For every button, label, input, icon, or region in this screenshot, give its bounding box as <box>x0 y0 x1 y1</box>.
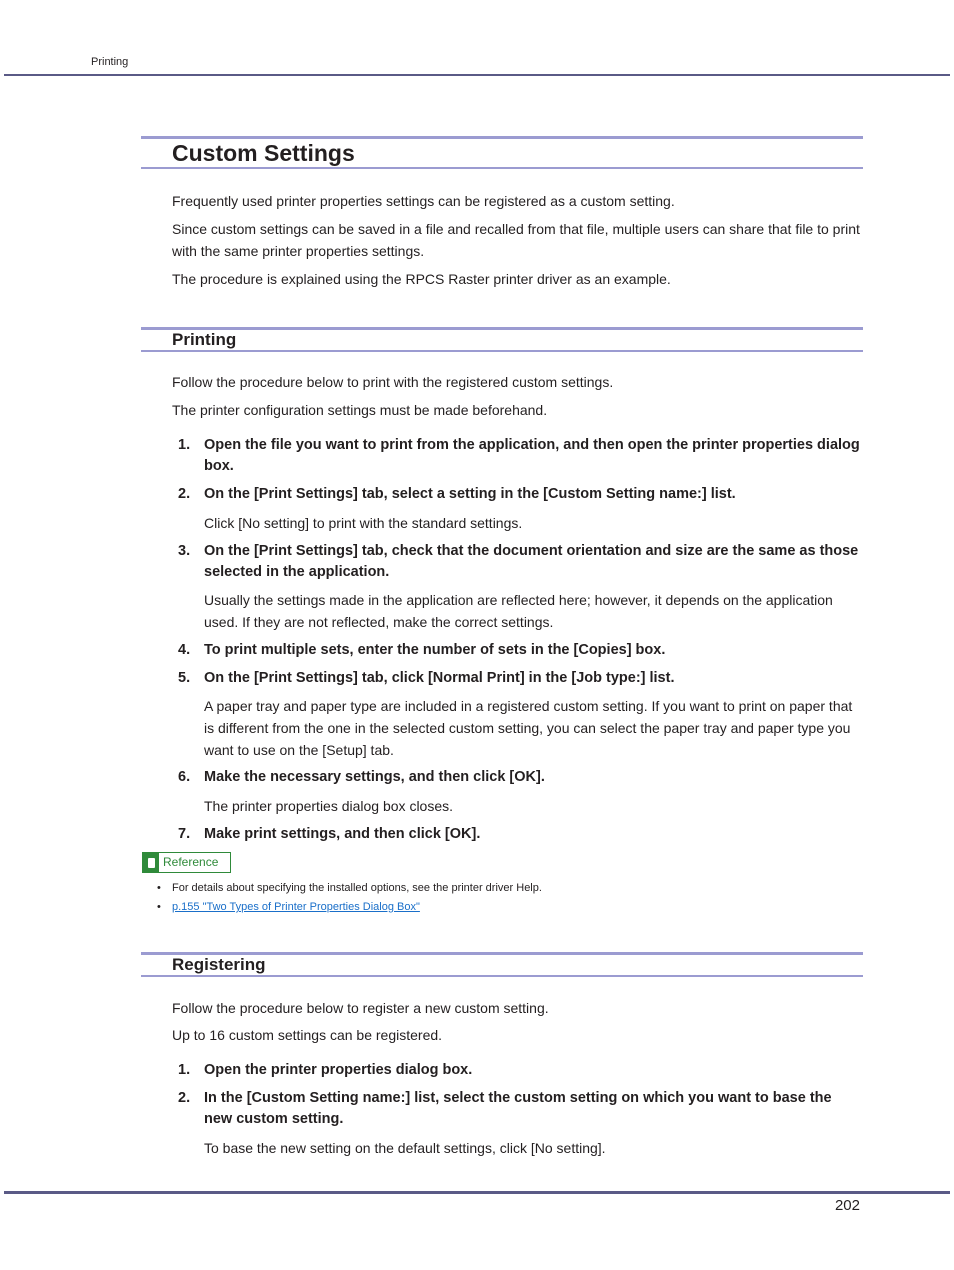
printing-step-5-note: A paper tray and paper type are included in a registered custom setting. If you want to print on paper that is different from the one in the selected custom setting, you can select the paper tray and paper type you want to use on the [Setup] tab. <box>204 698 853 758</box>
printing-intro-1: Follow the procedure below to print with the registered custom settings. <box>172 374 614 390</box>
printing-step-3-note: Usually the settings made in the application are reflected here; however, it depends on the application used. If they are not reflected, make the correct settings. <box>204 592 833 630</box>
reference-item-text: For details about specifying the installed options, see the printer driver Help. <box>172 882 542 894</box>
printing-step-6-note: The printer properties dialog box closes. <box>204 798 454 814</box>
intro-paragraph-1: Frequently used printer properties settings can be registered as a custom setting. <box>172 193 675 209</box>
step-number: 2. <box>178 1090 191 1106</box>
reference-link[interactable]: p.155 "Two Types of Printer Properties Dialog Box" <box>172 901 420 913</box>
registering-step-2 <box>172 1088 862 1130</box>
registering-intro-1: Follow the procedure below to register a new custom setting. <box>172 1000 549 1016</box>
step-number: 5. <box>178 670 191 686</box>
registering-step-2-note: To base the new setting on the default settings, click [No setting]. <box>204 1140 606 1156</box>
step-text: Make the necessary settings, and then click [OK]. <box>204 769 545 785</box>
printing-step-3 <box>172 541 862 583</box>
printing-step-2-note: Click [No setting] to print with the standard settings. <box>204 515 523 531</box>
page-title: Custom Settings <box>172 140 355 166</box>
reference-label: Reference <box>163 855 219 869</box>
reference-icon <box>143 853 159 872</box>
page-number: 202 <box>834 1197 860 1214</box>
header-rule <box>4 74 950 76</box>
registering-step-1 <box>172 1060 862 1081</box>
reference-item <box>157 900 420 914</box>
step-number: 1. <box>178 437 191 453</box>
printing-heading-bar <box>141 327 863 352</box>
step-number: 7. <box>178 826 191 842</box>
step-text: On the [Print Settings] tab, select a setting in the [Custom Setting name:] list. <box>204 486 736 502</box>
printing-intro-2: The printer configuration settings must be made beforehand. <box>172 402 548 418</box>
step-text: Open the file you want to print from the application, and then open the printer properties dialog box. <box>204 437 860 474</box>
footer-rule <box>4 1191 950 1194</box>
printing-heading: Printing <box>172 330 237 349</box>
printing-step-7 <box>172 824 862 845</box>
step-text: On the [Print Settings] tab, check that the document orientation and size are the same as those selected in the application. <box>204 543 859 580</box>
intro-paragraph-2: Since custom settings can be saved in a file and recalled from that file, multiple users can share that file to print with the same printer properties settings. <box>172 221 860 259</box>
printing-step-1 <box>172 435 862 477</box>
bullet-icon: • <box>157 901 161 913</box>
bullet-icon: • <box>157 882 161 894</box>
printing-step-4 <box>172 640 862 661</box>
step-number: 3. <box>178 543 191 559</box>
step-text: Make print settings, and then click [OK]. <box>204 826 481 842</box>
section-heading-bar <box>141 136 863 169</box>
step-text: To print multiple sets, enter the number of sets in the [Copies] box. <box>204 642 666 658</box>
printing-step-2 <box>172 484 862 505</box>
step-text: On the [Print Settings] tab, click [Normal Print] in the [Job type:] list. <box>204 670 675 686</box>
step-number: 6. <box>178 769 191 785</box>
intro-paragraph-3: The procedure is explained using the RPCS Raster printer driver as an example. <box>172 271 671 287</box>
registering-heading: Registering <box>172 955 266 974</box>
step-text: Open the printer properties dialog box. <box>204 1062 473 1078</box>
step-text: In the [Custom Setting name:] list, select the custom setting on which you want to base the new custom setting. <box>204 1090 832 1127</box>
step-number: 4. <box>178 642 191 658</box>
printing-step-5 <box>172 668 862 689</box>
step-number: 2. <box>178 486 191 502</box>
step-number: 1. <box>178 1062 191 1078</box>
printing-step-6 <box>172 767 862 788</box>
running-header: Printing <box>91 56 129 68</box>
reference-badge <box>142 852 231 873</box>
reference-item <box>157 881 542 895</box>
registering-heading-bar <box>141 952 863 977</box>
registering-intro-2: Up to 16 custom settings can be registered. <box>172 1027 443 1043</box>
